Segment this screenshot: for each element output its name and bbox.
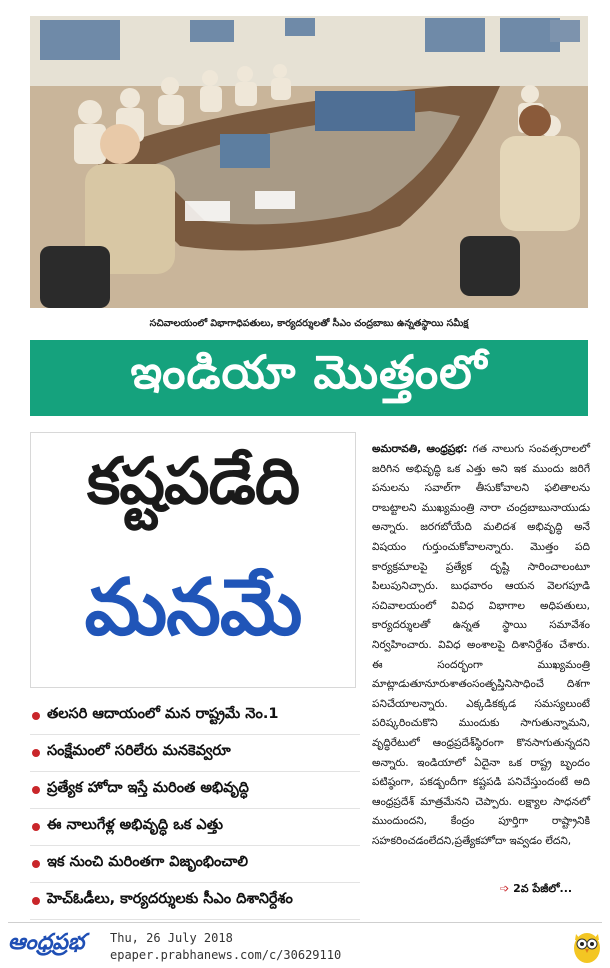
bullet-text: ప్రత్యేక హోదా ఇస్తే మరింత అభివృద్ధి (47, 780, 249, 796)
highlight-bullets (30, 698, 360, 920)
bullet-dot-icon (32, 823, 40, 831)
bullet-item (30, 809, 360, 846)
banner-headline: ఇండియా మొత్తంలో (130, 345, 488, 399)
headline-line-1: కష్టపడేది (86, 445, 300, 519)
article-body (372, 440, 590, 910)
bullet-item (30, 883, 360, 920)
main-headline-box (30, 432, 356, 688)
headline-line-2: మనమే (84, 563, 302, 653)
bullet-text: ఇక నుంచి మరింతగా విజృంభించాలి (47, 854, 249, 870)
owl-icon (572, 928, 602, 964)
bullet-dot-icon (32, 749, 40, 757)
article-text: గత నాలుగు సంవత్సరాలలో జరిగిన అభివృద్ధి ఒక ఎత్తు అని ఇక ముందు జరిగే పనులను సవాల్‌గా తీసుకోవాలని ఫలితాలను రాబట్టాలని ముఖ్యమంత్రి నారా చంద్రబాబునాయుడు అన్నారు. జరగబోయేది మలిదశ అభివృద్ధి అనే విషయం గుర్తుంచుకోవాలన్నారు. మొత్తం పది కార్యక్రమాలపై ప్రత్యేక దృష్టి సారించాలంటూ పిలుపునిచ్చారు. బుధవారం ఆయన వెలగపూడి సచివాలయంలో వివిధ విభాగాల అధిపతులు, కార్యదర్శులతో ఉన్నత స్థాయి సమావేశం నిర్వహించారు. వివిధ అంశాలపై దిశానిర్దేశం చేశారు. ఈ సందర్భంగా ముఖ్యమంత్రి మాట్లాడుతూనూరుశాతంసంతృప్తినిసాధించే దిశగా పనిచేయాలన్నారు. ఎక్కడికక్కడ సమస్యలుంటే పరిష్కరించుకొని ముందుకు సాగుతున్నామని, వృద్ధిరేటులో ఆంధ్రప్రదేశ్‌స్థిరంగా కొనసాగుతున్నదని అన్నారు. ఇండియాలో ఏదైనా ఒక రాష్ట్ర బృందం పటిష్ఠంగా, పకడ్బందీగా కష్టపడి పనిచేస్తుందంటే అది ఆంధ్రప్రదేశ్ మాత్రమేనని చెప్పారు. లక్ష్యాల సాధనలో ముందుందని, కేంద్రం పూర్తిగా రాష్ట్రానికి సహకరించడంలేదని,ప్రత్యేకహోదా ఇవ్వడం లేదని, (372, 443, 590, 847)
article-dateline: అమరావతి, ఆంధ్రప్రభ: (372, 443, 468, 455)
bullet-dot-icon (32, 712, 40, 720)
continued-label: 2వ పేజీలో... (513, 882, 573, 895)
arrow-right-icon: ➩ (500, 882, 510, 895)
bullet-text: ఈ నాలుగేళ్ల అభివృద్ధి ఒక ఎత్తు (47, 817, 224, 833)
green-banner (30, 340, 588, 416)
bullet-dot-icon (32, 897, 40, 905)
footer-divider (8, 922, 602, 923)
bullet-dot-icon (32, 786, 40, 794)
bullet-text: హెచ్ఓడీలు, కార్యదర్శులకు సీఎం దిశానిర్దేశం (47, 891, 293, 907)
publication-logo: ఆంధ్రప్రభ (8, 930, 85, 955)
bullet-item (30, 846, 360, 883)
bullet-item (30, 698, 360, 735)
meeting-photo-illustration (30, 16, 588, 308)
bullet-text: తలసరి ఆదాయంలో మన రాష్ట్రమే నెం.1 (47, 706, 279, 722)
bullet-item (30, 772, 360, 809)
edition-date: Thu, 26 July 2018 (110, 931, 233, 945)
epaper-url[interactable]: epaper.prabhanews.com/c/30629110 (110, 948, 342, 962)
bullet-text: సంక్షేమంలో సరిలేరు మనకెవ్వరూ (47, 743, 231, 759)
bullet-dot-icon (32, 860, 40, 868)
meeting-photo (30, 16, 588, 308)
photo-caption: సచివాలయంలో విభాగాధిపతులు, కార్యదర్శులతో సీఎం చంద్రబాబు ఉన్నతస్థాయి సమీక్ష (149, 318, 469, 329)
bullet-item (30, 735, 360, 772)
continued-on-page[interactable] (500, 882, 572, 898)
